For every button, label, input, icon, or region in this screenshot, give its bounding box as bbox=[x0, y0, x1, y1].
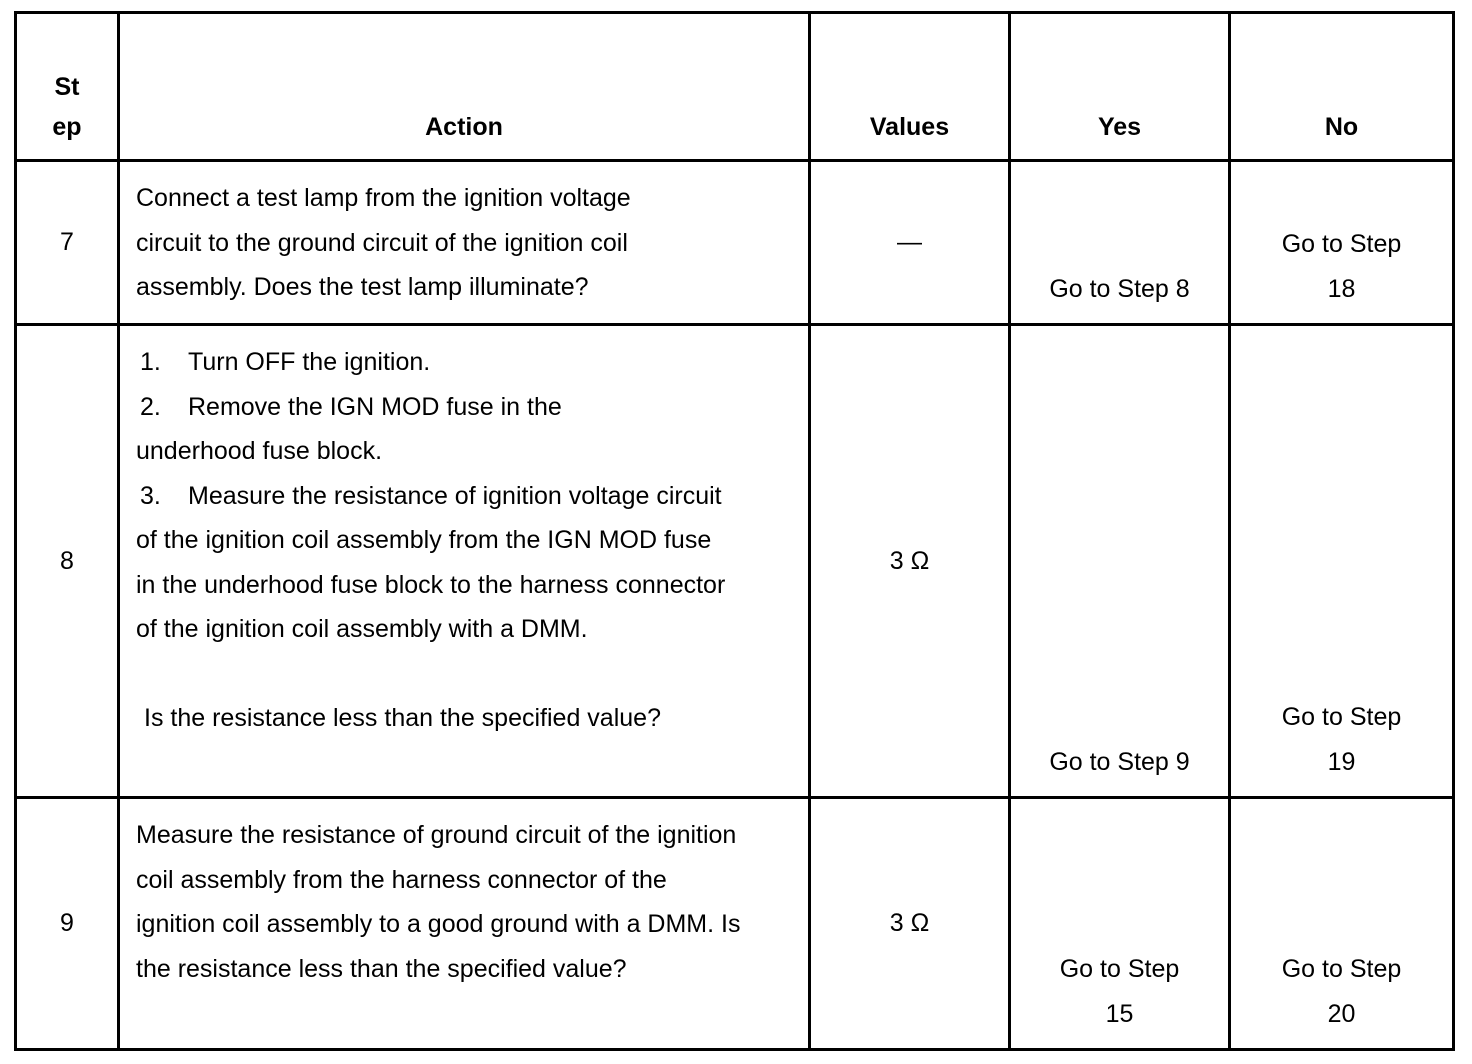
table-row bbox=[16, 325, 1454, 798]
step-number: 7 bbox=[16, 161, 119, 325]
header-step: St ep bbox=[16, 13, 119, 161]
action-item: 3. Measure the resistance of ignition voltage circuit of the ignition coil assembly from the IGN MOD fuse in the underhood fuse block to the harness connector of the ignition coil assembly with a DMM. bbox=[136, 481, 726, 643]
no-cell: Go to Step 20 bbox=[1230, 798, 1454, 1050]
action-text: Connect a test lamp from the ignition voltage circuit to the ground circuit of the ignition coil assembly. Does the test lamp illuminate? bbox=[119, 161, 810, 325]
no-cell: Go to Step 19 bbox=[1230, 325, 1454, 798]
value-cell: 3 Ω bbox=[810, 325, 1010, 798]
value-cell: 3 Ω bbox=[810, 798, 1010, 1050]
table-row bbox=[16, 161, 1454, 325]
action-text bbox=[119, 325, 810, 798]
step-number: 8 bbox=[16, 325, 119, 798]
yes-cell: Go to Step 8 bbox=[1010, 161, 1230, 325]
no-cell: Go to Step 18 bbox=[1230, 161, 1454, 325]
action-text: Measure the resistance of ground circuit of the ignition coil assembly from the harness connector of the ignition coil assembly to a good ground with a DMM. Is the resistance less than the specified value? bbox=[119, 798, 810, 1050]
value-cell: — bbox=[810, 161, 1010, 325]
action-item: 2. Remove the IGN MOD fuse in the underhood fuse block. bbox=[136, 392, 562, 465]
header-yes: Yes bbox=[1010, 13, 1230, 161]
step-number: 9 bbox=[16, 798, 119, 1050]
header-values: Values bbox=[810, 13, 1010, 161]
action-question: Is the resistance less than the specified value? bbox=[144, 704, 661, 732]
action-item: 1. Turn OFF the ignition. bbox=[140, 348, 431, 376]
header-no: No bbox=[1230, 13, 1454, 161]
yes-cell: Go to Step 9 bbox=[1010, 325, 1230, 798]
header-action: Action bbox=[119, 13, 810, 161]
yes-cell: Go to Step 15 bbox=[1010, 798, 1230, 1050]
header-row bbox=[16, 13, 1454, 161]
table-row bbox=[16, 798, 1454, 1050]
diagnostic-table bbox=[14, 11, 1455, 1051]
